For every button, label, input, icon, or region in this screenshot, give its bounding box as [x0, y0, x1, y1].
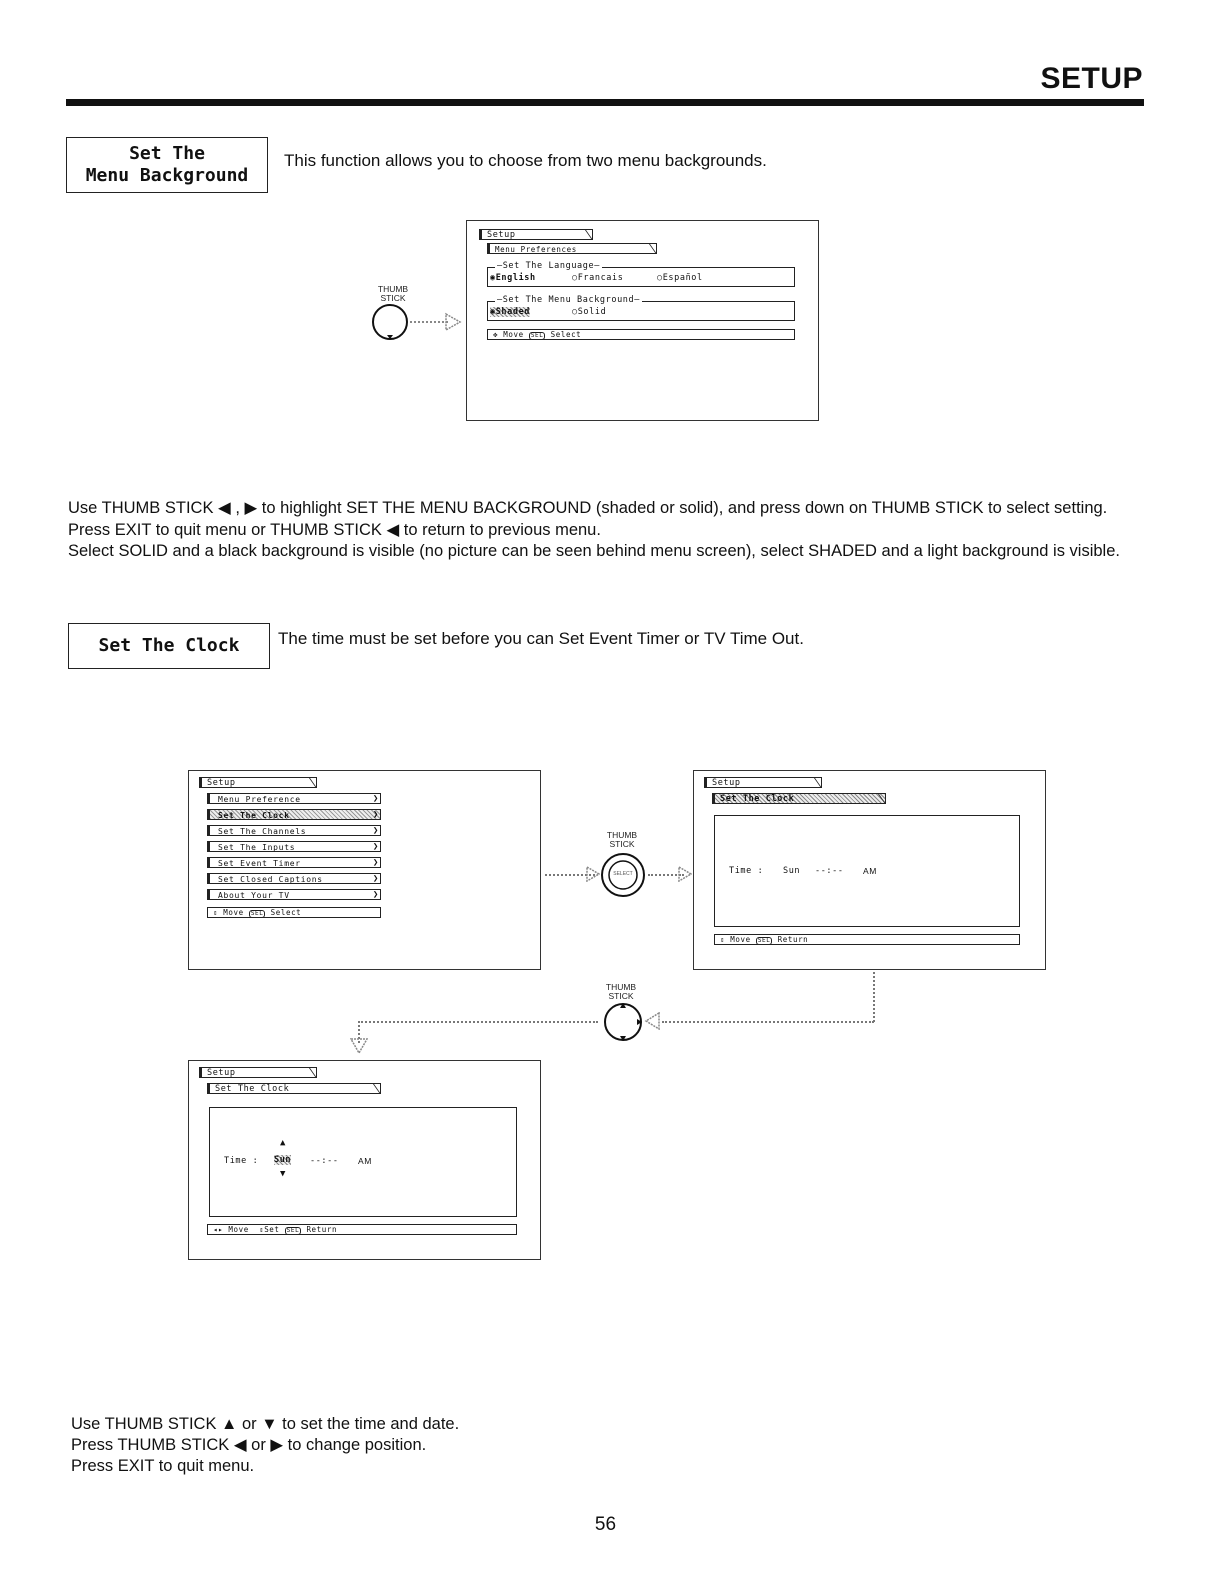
thumb-stick-four-way-icon	[601, 1000, 645, 1044]
flow-arrow-line	[662, 1021, 874, 1023]
tab-setup: Setup	[199, 1067, 317, 1078]
menu-item-set-the-inputs[interactable]: Set The Inputs ❯	[207, 841, 381, 852]
tab-set-the-clock: Set The Clock	[712, 793, 886, 804]
tab-set-the-clock: Set The Clock	[207, 1083, 381, 1094]
menu-item-set-closed-captions[interactable]: Set Closed Captions ❯	[207, 873, 381, 884]
status-bar	[487, 329, 795, 340]
menu-item-set-the-clock[interactable]: Set The Clock ❯	[207, 809, 381, 820]
tab-setup: Setup	[479, 229, 593, 240]
status-return: Return	[777, 935, 809, 944]
time-day[interactable]: Sun	[783, 866, 801, 876]
page-number: 56	[594, 1514, 617, 1535]
language-group-label: —Set The Language—	[497, 261, 600, 271]
sel-key-icon: SEL	[757, 937, 771, 944]
clock-intro: The time must be set before you can Set Event Timer or TV Time Out.	[278, 629, 804, 648]
sel-key-icon: SEL	[250, 910, 264, 917]
clock-instructions	[71, 1414, 1071, 1477]
up-arrow-icon: ▲	[280, 1138, 287, 1148]
status-select: Select	[270, 908, 302, 917]
status-move: Move	[223, 908, 244, 917]
menu-preferences-screen	[466, 220, 819, 421]
tab-menu-preferences: Menu Preferences	[487, 243, 657, 254]
clock-panel	[714, 815, 1020, 927]
time-day-selected[interactable]: Sun	[274, 1155, 292, 1165]
menu-bg-instructions	[68, 498, 1148, 563]
status-select: Select	[550, 330, 582, 339]
menu-bg-para1: Use THUMB STICK ◀ , ▶ to highlight SET THE MENU BACKGROUND (shaded or solid), and press down on THUMB STICK to select setting.	[68, 499, 1108, 517]
thumb-stick-label: THUMB STICK	[377, 284, 409, 303]
status-move: Move	[730, 935, 751, 944]
lang-option-francais[interactable]: ○Francais	[572, 273, 624, 283]
menu-item-about-your-tv[interactable]: About Your TV ❯	[207, 889, 381, 900]
status-move: Move	[228, 1225, 249, 1234]
clock-para1: Use THUMB STICK ▲ or ▼ to set the time and date.	[71, 1415, 460, 1433]
time-label: Time :	[224, 1156, 259, 1166]
up-down-arrows-icon: ⇕	[253, 1225, 265, 1234]
menu-item-set-the-channels[interactable]: Set The Channels ❯	[207, 825, 381, 836]
thumb-stick-label: THUMB STICK	[606, 830, 638, 849]
section-label-line1: Set The	[129, 143, 205, 164]
thumb-stick-label: THUMB STICK	[605, 982, 637, 1001]
down-arrow-icon: ▼	[280, 1169, 287, 1179]
thumb-stick-select-text: SELECT	[613, 871, 633, 877]
set-clock-edit-screen	[188, 1060, 541, 1260]
tab-setup: Setup	[199, 777, 317, 788]
move-arrows-icon: ✥	[493, 330, 499, 339]
clock-panel	[209, 1107, 517, 1217]
status-move: Move	[503, 330, 524, 339]
setup-menu-screen	[188, 770, 541, 970]
section-label-set-clock: Set The Clock	[68, 623, 270, 669]
status-return: Return	[306, 1225, 338, 1234]
header-rule	[66, 99, 1144, 106]
menu-bg-para2: Press EXIT to quit menu or THUMB STICK ◀ to return to previous menu.	[68, 520, 601, 539]
time-ampm[interactable]: AM	[358, 1156, 372, 1166]
up-down-arrows-icon: ⇕	[213, 908, 219, 917]
section-label-line2: Menu Background	[85, 165, 249, 186]
up-down-arrows-icon: ⇕	[720, 935, 726, 944]
lang-option-espanol[interactable]: ○Español	[657, 273, 703, 283]
time-value[interactable]: --:--	[815, 866, 844, 876]
bg-option-solid[interactable]: ○Solid	[572, 307, 607, 317]
flow-arrow-icon	[678, 866, 692, 882]
menu-item-menu-preference[interactable]: Menu Preference ❯	[207, 793, 381, 804]
status-bar	[207, 1224, 517, 1235]
time-label: Time :	[729, 866, 764, 876]
background-group-label: —Set The Menu Background—	[497, 295, 640, 305]
left-right-arrows-icon: ◂▸	[213, 1225, 224, 1234]
flow-arrow-left-icon	[644, 1012, 660, 1030]
menu-item-set-event-timer[interactable]: Set Event Timer ❯	[207, 857, 381, 868]
sel-key-icon: SEL	[530, 332, 544, 339]
time-ampm[interactable]: AM	[863, 866, 877, 876]
menu-bg-para3: Select SOLID and a black background is visible (no picture can be seen behind menu screen), select SHADED and a light background is visible.	[68, 542, 1120, 560]
thumb-stick-down-icon	[368, 302, 468, 342]
flow-arrow-icon	[586, 866, 600, 882]
flow-arrow-line	[358, 1021, 598, 1023]
time-value[interactable]: --:--	[310, 1156, 339, 1166]
set-clock-screen	[693, 770, 1046, 970]
menu-bg-intro: This function allows you to choose from two menu backgrounds.	[284, 151, 767, 170]
page-title: SETUP	[1040, 62, 1143, 95]
clock-para3: Press EXIT to quit menu.	[71, 1457, 255, 1475]
section-label-menu-background	[66, 137, 268, 193]
status-bar	[714, 934, 1020, 945]
status-set: Set	[264, 1225, 280, 1234]
tab-setup: Setup	[704, 777, 822, 788]
flow-arrow-down-icon	[350, 1038, 368, 1054]
bg-option-shaded[interactable]: ◉Shaded	[490, 307, 531, 317]
status-bar	[207, 907, 381, 918]
sel-key-icon: SEL	[286, 1227, 300, 1234]
flow-arrow-line	[873, 972, 875, 1022]
lang-option-english[interactable]: ◉English	[490, 273, 536, 283]
clock-para2: Press THUMB STICK ◀ or ▶ to change position.	[71, 1436, 427, 1454]
